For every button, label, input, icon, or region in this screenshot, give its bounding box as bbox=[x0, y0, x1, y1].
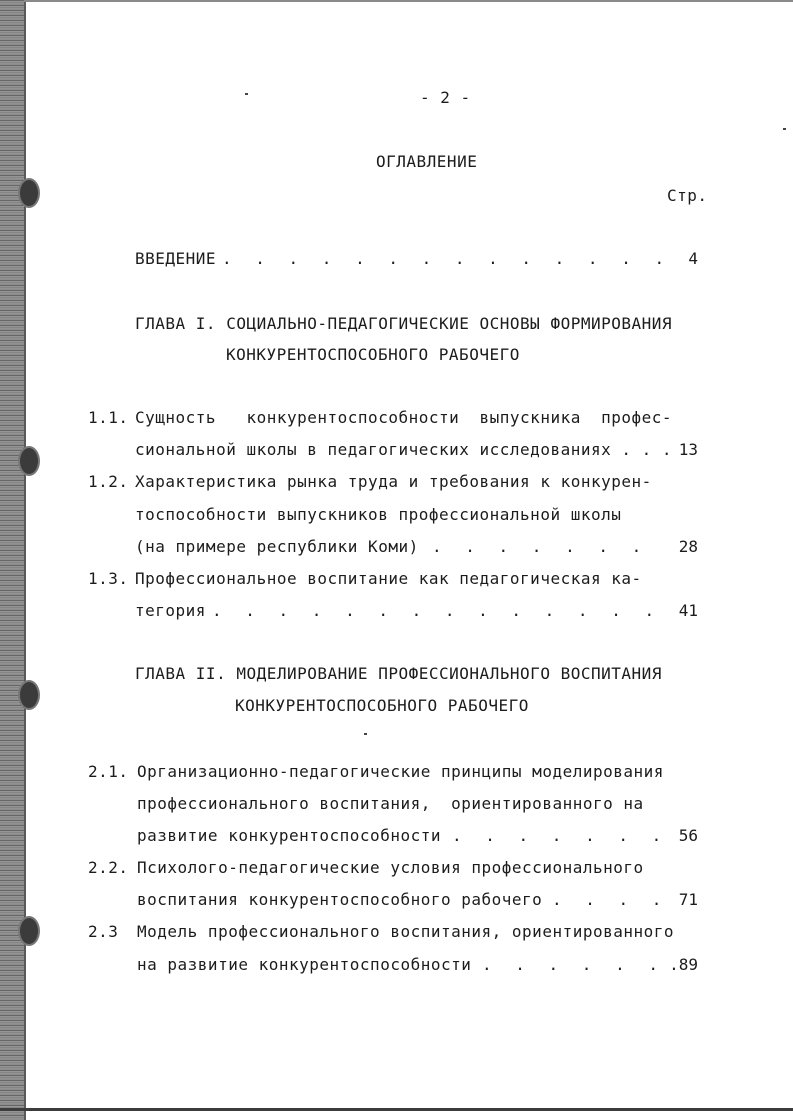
toc-item-text: тоспособности выпускников профессиональной школы bbox=[135, 505, 622, 524]
binding-edge bbox=[0, 0, 24, 1120]
top-edge bbox=[24, 0, 793, 2]
chapter-2-subtitle: КОНКУРЕНТОСПОСОБНОГО РАБОЧЕГО bbox=[235, 696, 529, 715]
leader-dots bbox=[432, 537, 668, 557]
scan-speck bbox=[364, 733, 367, 735]
toc-item-text: Организационно-педагогические принципы моделирования bbox=[137, 762, 664, 781]
leader-dots bbox=[222, 249, 662, 269]
toc-item-text: сиональной школы в педагогических исследованиях . . . bbox=[135, 440, 673, 459]
toc-heading: ОГЛАВЛЕНИЕ bbox=[376, 152, 478, 171]
toc-item-number: 2.1. bbox=[88, 762, 129, 781]
bottom-edge bbox=[0, 1108, 793, 1111]
chapter-1-title: ГЛАВА I. СОЦИАЛЬНО-ПЕДАГОГИЧЕСКИЕ ОСНОВЫ ФОРМИРОВАНИЯ bbox=[135, 314, 673, 333]
toc-page: 28 bbox=[678, 537, 698, 556]
toc-item-number: 1.1. bbox=[88, 408, 129, 427]
punch-hole bbox=[18, 446, 40, 476]
toc-item-text: тегория bbox=[135, 601, 206, 620]
toc-item-text: профессионального воспитания, ориентированного на bbox=[137, 794, 644, 813]
page-column-label: Стр. bbox=[667, 186, 708, 205]
punch-hole bbox=[18, 916, 40, 946]
toc-item-number: 1.2. bbox=[88, 472, 129, 491]
leader-dots bbox=[452, 826, 668, 846]
toc-item-text: (на примере республики Коми) bbox=[135, 537, 419, 556]
scan-speck bbox=[783, 128, 786, 130]
punch-hole bbox=[18, 680, 40, 710]
toc-item-text: Характеристика рынка труда и требования к конкурен- bbox=[135, 472, 652, 491]
toc-page: 13 bbox=[678, 440, 698, 459]
toc-item-text: Модель профессионального воспитания, ориентированного bbox=[137, 922, 675, 941]
toc-item-text: Профессиональное воспитание как педагогическая ка- bbox=[135, 569, 642, 588]
leader-dots bbox=[212, 601, 668, 621]
toc-item-text: развитие конкурентоспособности bbox=[137, 826, 441, 845]
toc-item-number: 2.3 bbox=[88, 922, 119, 941]
scan-speck bbox=[245, 93, 248, 95]
toc-page-intro: 4 bbox=[688, 249, 698, 268]
toc-entry-intro: ВВЕДЕНИЕ bbox=[135, 249, 217, 268]
binding-line bbox=[24, 0, 26, 1120]
punch-hole bbox=[18, 178, 40, 208]
toc-page: 56 bbox=[678, 826, 698, 845]
chapter-2-title: ГЛАВА II. МОДЕЛИРОВАНИЕ ПРОФЕССИОНАЛЬНОГО ВОСПИТАНИЯ bbox=[135, 664, 662, 683]
toc-item-number: 1.3. bbox=[88, 569, 129, 588]
toc-page: .89 bbox=[669, 955, 698, 974]
chapter-1-subtitle: КОНКУРЕНТОСПОСОБНОГО РАБОЧЕГО bbox=[226, 345, 520, 364]
toc-page: 71 bbox=[678, 890, 698, 909]
page-number: - 2 - bbox=[420, 88, 471, 107]
toc-item-text: воспитания конкурентоспособного рабочего bbox=[137, 890, 543, 909]
toc-page: 41 bbox=[678, 601, 698, 620]
toc-item-text: на развитие конкурентоспособности bbox=[137, 955, 472, 974]
toc-item-number: 2.2. bbox=[88, 858, 129, 877]
toc-item-text: Психолого-педагогические условия профессионального bbox=[137, 858, 644, 877]
toc-item-text: Сущность конкурентоспособности выпускника профес- bbox=[135, 408, 673, 427]
